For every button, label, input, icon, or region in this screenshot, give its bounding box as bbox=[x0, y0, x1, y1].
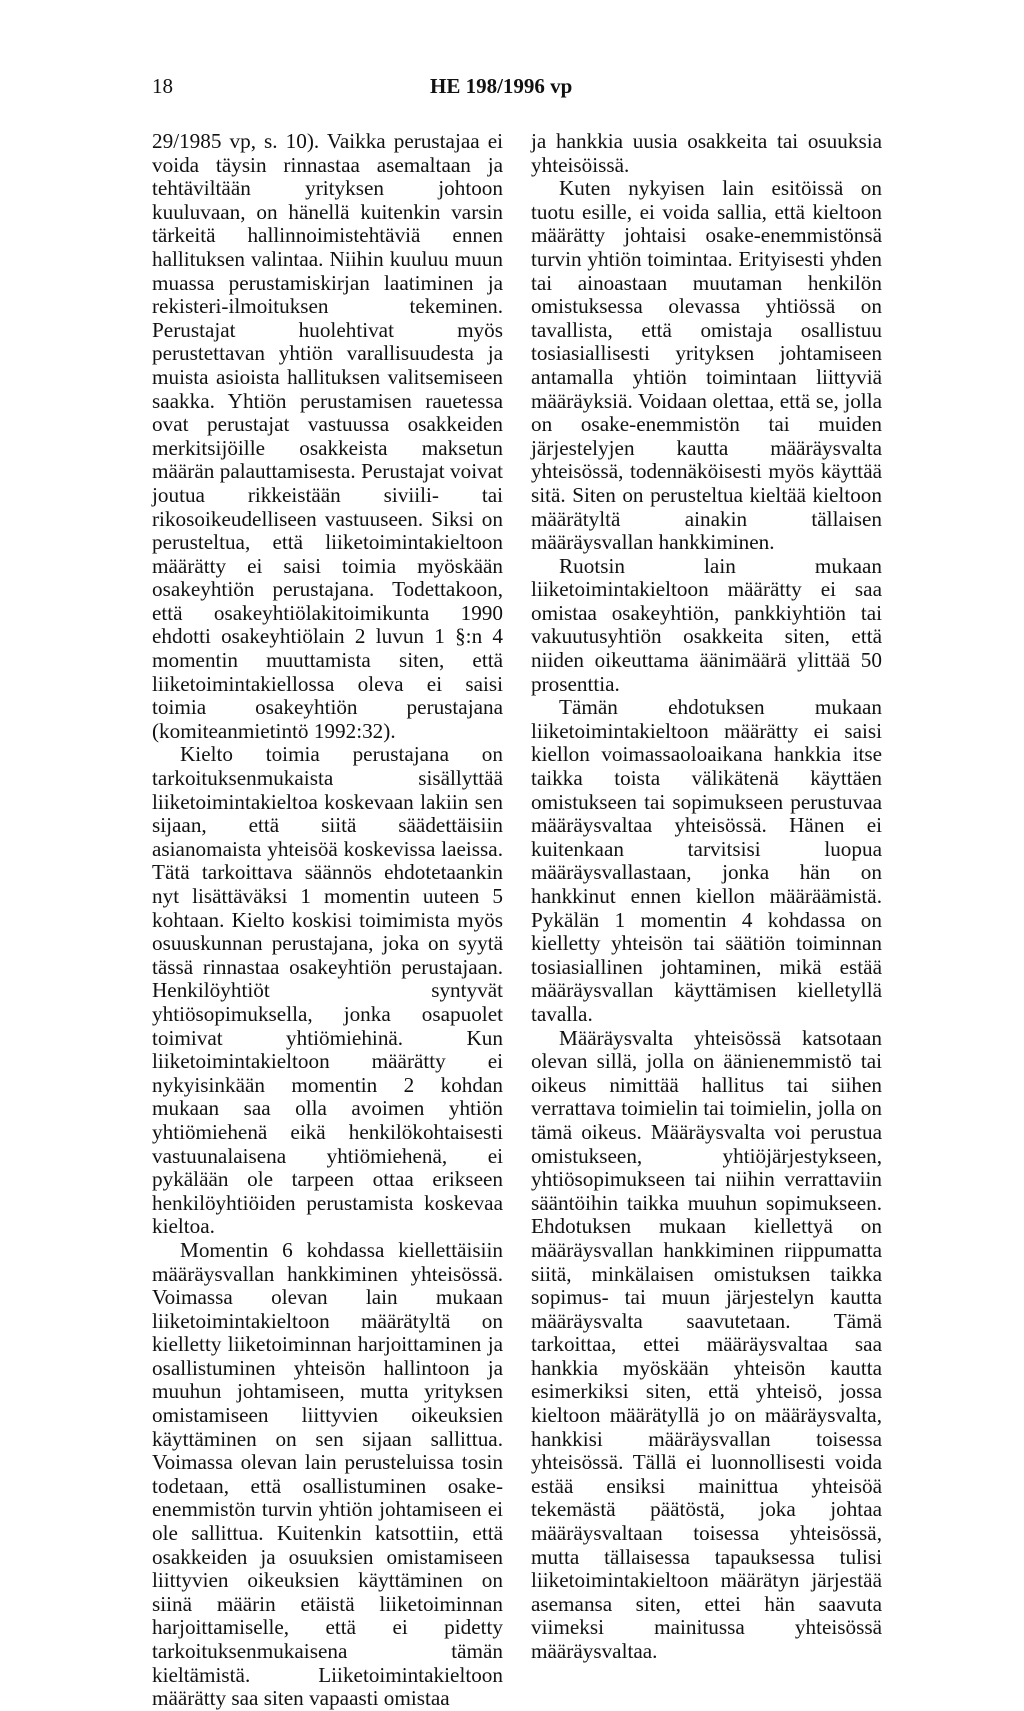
paragraph: Määräysvalta yhteisössä katsotaan olevan sillä, jolla on äänienemmistö tai oikeus nimittää hallitus tai siihen verrattava toimielin tai toimielin, jolla on tämä oikeus. Määräysvalta voi perustua omistukseen, yhtiöjärjestykseen, yhtiösopimukseen tai niihin verrattaviin sääntöihin taikka muuhun sopimukseen. Ehdotuksen mukaan kiellettyä on määräysvallan hankkiminen riippumatta siitä, minkälaisen omistuksen taikka sopimus- tai muun järjestelyn kautta määräysvalta saavutetaan. Tämä tarkoittaa, ettei määräysvaltaa saa hankkia myöskään yhteisön kautta esimerkiksi siten, että yhteisö, jossa kieltoon määrätyllä jo on määräysvalta, hankkisi määräysvallan toisessa yhteisössä. Tällä ei luonnollisesti voida estää ensiksi mainittua yhteisöä tekemästä päätöstä, joka johtaa määräysvaltaan toisessa yhteisössä, mutta tällaisessa tapauksessa tulisi liiketoimintakieltoon määrätyn järjestää asemansa siten, ettei hän saavuta viimeksi mainitussa yhteisössä määräysvaltaa. bbox=[531, 1025, 882, 1663]
paragraph: Tämän ehdotuksen mukaan liiketoimintakieltoon määrätty ei saisi kiellon voimassaoloaikana hankkia itse taikka toista välikätenä käyttäen omistukseen tai sopimukseen perustuvaa määräysvaltaa yhteisössä. Hänen ei kuitenkaan tarvitsisi luopua määräysvallastaan, jonka hän on hankkinut ennen kiellon määräämistä. Pykälän 1 momentin 4 kohdassa on kielletty yhteisön tai säätiön toiminnan tosiasiallinen johtaminen, mikä estää määräysvallan käyttämisen kielletyllä tavalla. bbox=[531, 695, 882, 1026]
paragraph: Ruotsin lain mukaan liiketoimintakieltoon määrätty ei saa omistaa osakeyhtiön, pankkiyhtiön tai vakuutusyhtiön osakkeita siten, että niiden oikeuttama äänimäärä ylittää 50 prosenttia. bbox=[531, 553, 882, 696]
document-header-title: HE 198/1996 vp bbox=[430, 74, 573, 98]
paragraph: 29/1985 vp, s. 10). Vaikka perustajaa ei voida täysin rinnastaa asemaltaan ja tehtäviltään yrityksen johtoon kuuluvaan, on hänellä kuitenkin varsin tärkeitä hallinnoimistehtäviä ennen hallituksen valintaa. Niihin kuuluu muun muassa perustamiskirjan laatiminen ja rekisteri-ilmoituksen tekeminen. Perustajat huolehtivat myös perustettavan yhtiön varallisuudesta ja muista asioista hallituksen valitsemiseen saakka. Yhtiön perustamisen rauetessa ovat perustajat vastuussa osakkeiden merkitsijöille osakkeista maksetun määrän palauttamisesta. Perustajat voivat joutua rikkeistään siviili- tai rikosoikeudelliseen vastuuseen. Siksi on perusteltua, että liiketoimintakieltoon määrätty ei saisi toimia myöskään osakeyhtiön perustajana. Todettakoon, että osakeyhtiölakitoimikunta 1990 ehdotti osakeyhtiölain 2 luvun 1 §:n 4 momentin muuttamista siten, että liiketoimintakiellossa oleva ei saisi toimia osakeyhtiön perustajana (komiteanmietintö 1992:32). bbox=[152, 129, 503, 743]
page-number: 18 bbox=[152, 74, 173, 98]
paragraph: ja hankkia uusia osakkeita tai osuuksia yhteisöissä. bbox=[531, 129, 882, 177]
right-column bbox=[531, 130, 882, 1664]
paragraph: Kielto toimia perustajana on tarkoituksenmukaista sisällyttää liiketoimintakieltoa koskevaan lakiin sen sijaan, että siitä säädettäisiin asianomaista yhteisöä koskevissa laeissa. Tätä tarkoittava säännös ehdotetaankin nyt lisättäväksi 1 momentin uuteen 5 kohtaan. Kielto koskisi toimimista myös osuuskunnan perustajana, joka on syytä tässä rinnastaa osakeyhtiön perustajaan. Henkilöyhtiöt syntyvät yhtiösopimuksella, jonka osapuolet toimivat yhtiömiehinä. Kun liiketoimintakieltoon määrätty ei nykyisinkään momentin 2 kohdan mukaan saa olla avoimen yhtiön yhtiömiehenä eikä henkilökohtaisesti vastuunalaisena yhtiömiehenä, ei pykälään ole tarpeen ottaa erikseen henkilöyhtiöiden perustamista koskevaa kieltoa. bbox=[152, 742, 503, 1239]
paragraph: Kuten nykyisen lain esitöissä on tuotu esille, ei voida sallia, että kieltoon määrätty johtaisi osake-enemmistönsä turvin yhtiön toimintaa. Erityisesti yhden tai ainoastaan muutaman henkilön omistuksessa olevassa yhtiössä on tavallista, että omistaja osallistuu tosiasiallisesti yrityksen johtamiseen antamalla yhtiön toimintaan liittyviä määräyksiä. Voidaan olettaa, että se, jolla on osake-enemmistön tai muiden järjestelyjen kautta määräysvalta yhteisössä, todennäköisesti myös käyttää sitä. Siten on perusteltua kieltää kieltoon määrätyltä ainakin tällaisen määräysvallan hankkiminen. bbox=[531, 176, 882, 555]
paragraph: Momentin 6 kohdassa kiellettäisiin määräysvallan hankkiminen yhteisössä. Voimassa olevan lain mukaan liiketoimintakieltoon määrätyltä on kielletty liiketoiminnan harjoittaminen ja osallistuminen yhteisön hallintoon ja muuhun johtamiseen, mutta yrityksen omistamiseen liittyvien oikeuksien käyttäminen on sen sijaan sallittua. Voimassa olevan lain perusteluissa tosin todetaan, että osallistuminen osake-enemmistön turvin yhtiön johtamiseen ei ole sallittua. Kuitenkin katsottiin, että osakkeiden ja osuuksien omistamiseen liittyvien oikeuksien käyttäminen on siinä määrin etäistä liiketoiminnan harjoittamiselle, että ei pidetty tarkoituksenmukaisena tämän kieltämistä. Liiketoimintakieltoon määrätty saa siten vapaasti omistaa bbox=[152, 1237, 503, 1711]
